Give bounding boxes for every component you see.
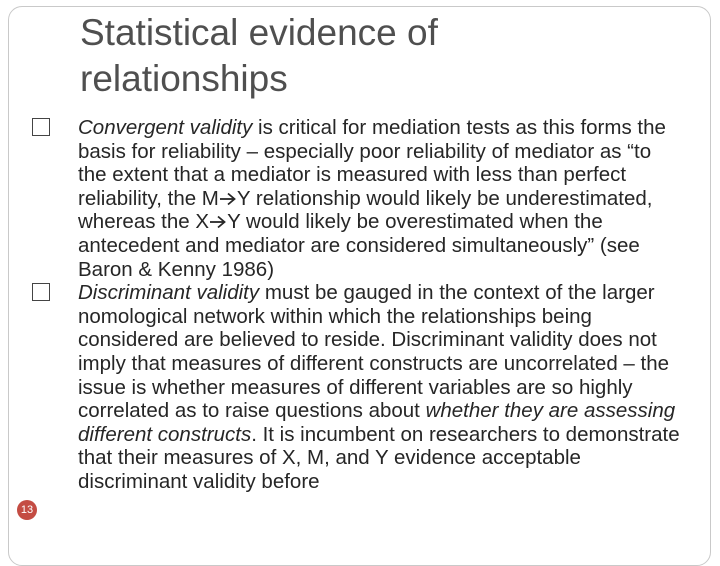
slide-title [80,10,640,102]
convergent-validity-term: Convergent validity [78,116,253,139]
convergent-validity-text-1: is critical for mediation tests as this forms the basis for reliability – especially poor reliability of mediator as “to the extent that a mediator is measured with less than perfect reliability, the M [78,116,666,210]
arrow-right-icon [219,192,237,206]
convergent-validity-text-2: Y relationship would likely be underestimated, whereas the X [78,186,653,234]
discriminant-validity-text-1: must be gauged in the context of the larger nomological network within which the relationships being considered are believed to reside. Discriminant validity does not imply that measures of different constructs are uncorrelated – the issue is whether measures of different variables are so highly correlated as to raise questions about [78,281,670,423]
square-bullet-icon [32,283,50,301]
discriminant-validity-term: Discriminant validity [78,281,260,305]
square-bullet-icon [32,118,50,136]
discriminant-validity-emphasis: whether they are assessing different constructs [78,399,676,446]
slide-body [30,116,685,494]
bullet-convergent-validity [30,116,685,281]
bullet-discriminant-validity [30,281,685,493]
slide-number-badge: 13 [17,500,37,520]
arrow-right-icon [209,215,227,229]
convergent-validity-text-3: Y would likely be overestimated when the antecedent and mediator are considered simultaneously” (see Baron & Kenny 1986) [78,210,640,281]
slide-title-line-2: relationships [80,58,288,99]
slide-title-line-1: Statistical evidence of [80,12,438,53]
discriminant-validity-text-2: . It is incumbent on researchers to demonstrate that their measures of X, M, and Y evidence acceptable discriminant validity before [78,422,680,493]
